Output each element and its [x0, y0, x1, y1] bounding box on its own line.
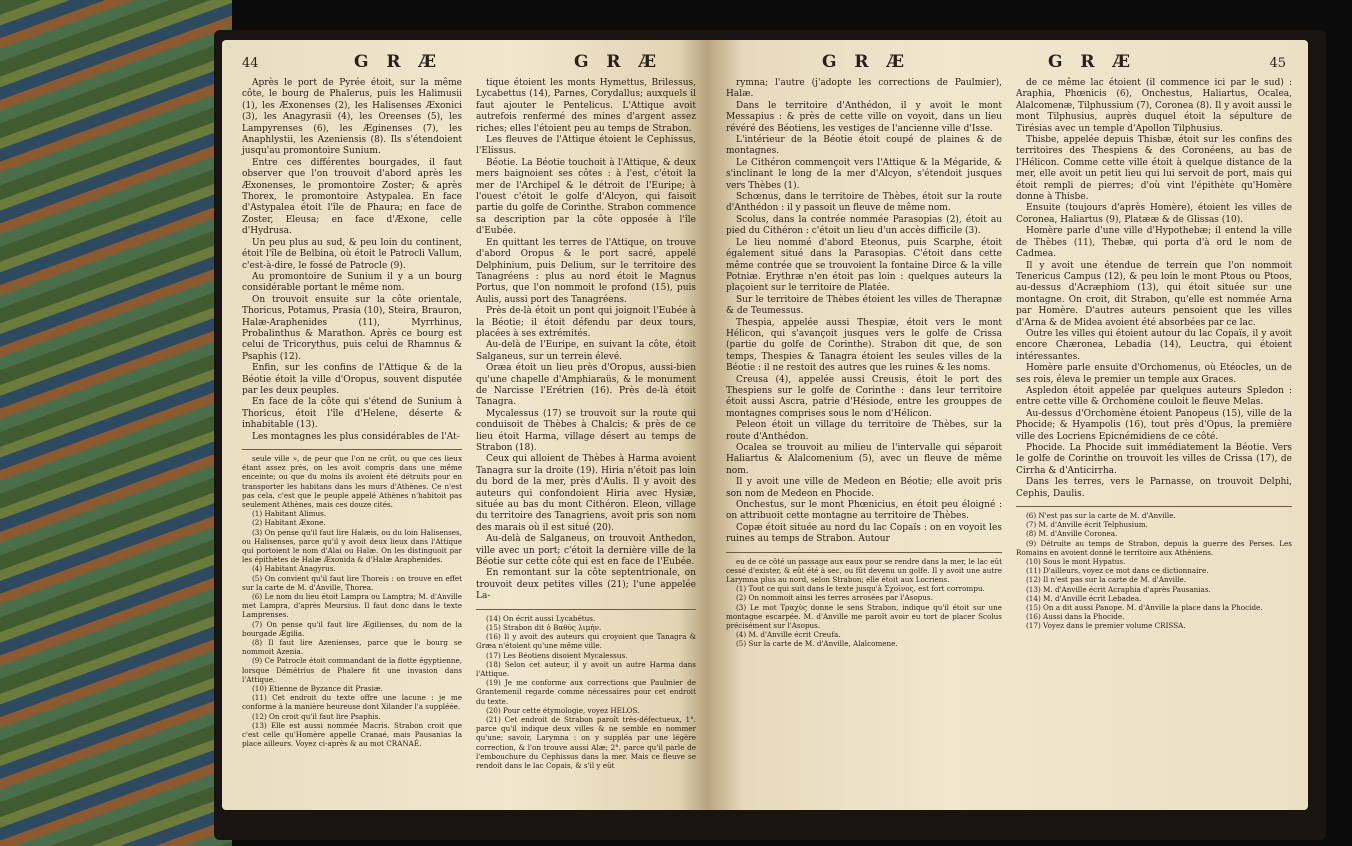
paragraph: Béotie. La Béotie touchoit à l'Attique, & deux mers baignoient ses côtes : à l'est, c'étoit la mer de l'Archipel & le détroit de l'Euripe; à l'ouest c'étoit le golfe d'Alcyon, qui faisoit partie du golfe de Corinthe. Strabon commence sa description par la côte opposée à l'île d'Eubée.	[476, 157, 696, 237]
left-column-1	[242, 78, 462, 770]
paragraph: En quittant les terres de l'Attique, on trouve d'abord Oropus & le port sacré, appelé Delphinium, puis Delium, sur le territoire des Tanagréens : plus au nord étoit le Magnus Portus, que l'on nommoit le profond (15), puis Aulis, aussi port des Tanagréens.	[476, 237, 696, 305]
paragraph: Près de-là étoit un pont qui joignoit l'Eubée à la Béotie; il étoit défendu par deux tours, placées à ses extrémités.	[476, 306, 696, 339]
footnotes	[242, 454, 462, 749]
paragraph: Aspledon étoit appelée par quelques auteurs Spledon : entre cette ville & Orchomène couloit le fleuve Melas.	[1016, 385, 1292, 408]
footnote-rule	[726, 552, 1002, 553]
paragraph: Thisbe, appelée depuis Thisbæ, étoit sur les confins des territoires des Thespiens & des Coronéens, au bas de l'Hélicon. Comme cette ville étoit à quelque distance de la mer, elle avoit un petit lieu qui lui servoit de port, mais qui étoit rempli de pierres; d'où vint l'épithète qu'Homère donne à Thisbe.	[1016, 135, 1292, 203]
footnote: (14) M. d'Anville écrit Lebadea.	[1026, 593, 1142, 603]
footnote: (17) Les Béotiens disoient Mycalessus.	[486, 650, 628, 660]
paragraph: Au promontoire de Sunium il y a un bourg considérable portant le même nom.	[242, 271, 462, 294]
footnote: (20) Pour cette étymologie, voyez HELOS.	[486, 705, 640, 715]
footnote: (10) Sous le mont Hypatus.	[1026, 557, 1126, 567]
paragraph: Schœnus, dans le territoire de Thèbes, étoit sur la route d'Anthédon : il y passoit un fleuve de même nom.	[726, 192, 1002, 214]
footnote: (13) M. d'Anville écrit Acraphia d'après Pausanias.	[1026, 584, 1211, 594]
footnote-rule	[476, 609, 696, 610]
right-page-columns	[726, 78, 1292, 649]
paragraph: Dans les terres, vers le Parnasse, on trouvoit Delphi, Cephis, Daulis.	[1016, 477, 1292, 499]
footnote: (9) Ce Patrocle étoit commandant de la flotte égyptienne, lorsque Démétrius de Phalere fit une invasion dans l'Attique.	[242, 656, 462, 684]
footnote: seule ville », de peur que l'on ne crût, ou que ces lieux étant assez près, on les avoit compris dans une même enceinte; ou que du moins ils avoient été détruits pour en transporter les habitans dans les murs d'Athènes. Ce n'est pas cela, c'est que le peuple appelé Athènes n'habitoit pas seulement Athènes, mais ces douze cités.	[242, 454, 462, 510]
paragraph: Copæ étoit située au nord du lac Copaïs : on en voyoit les ruines au temps de Strabon. Autour	[726, 522, 1002, 545]
footnote: (16) Aussi dans la Phocide.	[1026, 612, 1125, 622]
footnote: (17) Voyez dans le premier volume CRISSA.	[1026, 621, 1186, 631]
paragraph: Ceux qui alloient de Thèbes à Harma avoient Tanagra sur la droite (19). Hiria n'étoit pas loin du bord de la mer, près d'Aulis. Il y avoit des auteurs qui confondoient Hiria avec Hysiæ, située au bas du mont Cithéron. Eleon, village du territoire des Tanagriens, avoit pris son nom des marais où il est situé (20).	[476, 454, 696, 533]
paragraph: Dans le territoire d'Anthédon, il y avoit le mont Messapius : & près de cette ville on voyoit, dans un lieu révéré des Béotiens, les vestiges de l'ancienne ville d'Isse.	[726, 100, 1002, 134]
paragraph: Onchestus, sur le mont Phœnicius, en étoit peu éloigné : on attribuoit cette montagne au territoire de Thèbes.	[726, 500, 1002, 522]
footnote: (6) Le nom du lieu étoit Lampra ou Lamptra; M. d'Anville met Lampra, d'après Meursius. Il faut donc dans le texte Lamprenses.	[242, 592, 462, 620]
page-number: 45	[1269, 56, 1286, 71]
paragraph: Les montagnes les plus considérables de l'At-	[252, 431, 460, 442]
footnote: (1) Tout ce qui suit dans le texte jusqu'à Σχοῖνος, est fort corrompu.	[736, 584, 985, 594]
footnote: (2) Habitant Æxone.	[252, 518, 326, 528]
footnotes	[476, 614, 696, 770]
running-head: G R Æ	[1048, 52, 1137, 72]
footnote: (11) D'ailleurs, voyez ce mot dans ce dictionnaire.	[1026, 566, 1209, 576]
footnotes	[1016, 511, 1292, 631]
paragraph: Il y avoit une étendue de terrein que l'on nommoit Tenericus Campus (12), & peu loin le mont Ptous ou Ptoos, au-dessus d'Acræphiom (13), qui étoit située sur une montagne. On croit, dit Strabon, qu'elle est nommée Arna par Homère. D'autres auteurs pensoient que les villes d'Arna & de Midea avoient été absorbées par ce lac.	[1016, 260, 1292, 328]
paragraph: En face de la côte qui s'étend de Sunium à Thoricus, étoit l'île d'Helene, déserte & inhabitable (13).	[242, 397, 462, 431]
right-column-1	[726, 78, 1002, 649]
left-column-2	[476, 78, 696, 770]
footnote: (15) Strabon dit ὁ Βαθὺς λιμήν.	[486, 622, 602, 632]
paragraph: Creusa (4), appelée aussi Creusis, étoit le port des Thespiens sur le golfe de Corinthe : dans leur territoire étoit aussi Ascra, patrie d'Hésiode, entre les grouppes de montagnes comprises sous le nom d'Hélicon.	[726, 374, 1002, 419]
footnote: (7) M. d'Anville écrit Telphusium.	[1026, 520, 1148, 530]
footnote: (1) Habitant Alimus.	[252, 509, 327, 519]
right-page	[708, 40, 1308, 810]
paragraph: Homère parle ensuite d'Orchomenus, où Etéocles, un de ses rois, éleva le premier un temple aux Graces.	[1016, 363, 1292, 385]
paragraph: Entre ces différentes bourgades, il faut observer que l'on trouvoit d'abord après les Æxonenses, le promontoire Zoster; & après Thorex, le promontoire Astypalea. En face d'Astypalea étoit l'île de Phaura; en face de Zoster, Eleusa; en face d'Æxone, celle d'Hydrusa.	[242, 157, 462, 237]
footnote: (3) On pense qu'il faut lire Halæis, ou du loin Halisenses, ou Halisenses, parce qu'il y avoit deux lieux dans l'Attique qui portoient le nom d'Alai ou Halæ. On les distinguoit par les épithètes de Halæ Æxonida & d'Halæ Araphenides.	[242, 527, 462, 565]
footnote: (6) N'est pas sur la carte de M. d'Anville.	[1026, 511, 1176, 521]
paragraph: Ensuite (toujours d'après Homère), étoient les villes de Coronea, Haliartus (9), Platææ & de Glissas (10).	[1016, 203, 1292, 225]
left-page	[222, 40, 708, 810]
paragraph: Scolus, dans la contrée nommée Parasopias (2), étoit au pied du Cithéron : c'étoit un lieu d'un accès difficile (3).	[726, 214, 1002, 237]
footnote: (14) On écrit aussi Lycabétus.	[486, 613, 596, 623]
footnote: (15) On a dit aussi Panope. M. d'Anville la place dans la Phocide.	[1026, 603, 1263, 613]
paragraph: tique étoient les monts Hymettus, Brilessus, Lycabettus (14), Parnes, Corydallus; auxquels il faut ajouter le Pentelicus. L'Attique avoit autrefois renfermé des mines d'argent assez riches; elles l'étoient peu au temps de Strabon.	[476, 78, 696, 134]
footnote: (5) On convient qu'il faut lire Thoreis : on trouve en effet sur la carte de M. d'Anville, Thorea.	[242, 573, 462, 592]
paragraph: de ce même lac étoient (il commence ici par le sud) : Araphia, Phœnicis (6), Onchestus, Haliartus, Ocalea, Alalcomenæ, Tilphussium (7), Coronea (8). Il y avoit aussi le mont Tilphusius, auprès duquel étoit la sépulture de Tirésias avec un temple d'Apollon Tilphusius.	[1016, 78, 1292, 134]
paragraph: Au-delà de Salganeus, on trouvoit Anthedon, ville avec un port; c'étoit la dernière ville de la Béotie sur cette côte qui est en face de l'Eubée.	[476, 534, 696, 568]
footnote: (4) Habitant Anagyrus.	[252, 564, 336, 574]
column-body	[242, 78, 462, 443]
paragraph: Oræa étoit un lieu près d'Oropus, aussi-bien qu'une chapelle d'Amphiaraüs, & le monument de Narcisse l'Erétrien (16). Près de-là étoit Tanagra.	[476, 363, 696, 408]
footnote: (16) Il y avoit des auteurs qui croyoient que Tanagra & Græa n'étoient qu'une même ville.	[476, 632, 696, 651]
paragraph: On trouvoit ensuite sur la côte orientale, Thoricus, Potamus, Prasia (10), Steira, Brauron, Halæ-Araphenides (11), Myrrhinus, Probalinthus & Marathon. Après ce bourg est celui de Tricorythus, puis celui de Rhamnus & Psaphis (12).	[242, 294, 462, 362]
footnote: (21) Cet endroit de Strabon paroît très-défectueux, 1°. parce qu'il indique deux villes & ne semble en nommer qu'une; savoir, Larymna : on y suppléa par une légère correction, & l'on trouve aussi Alæ; 2°. parce qu'il parle de l'embouchure du Cephissus dans la mer. Mais ce fleuve se rendoit dans le lac Copais, & s'il y eût	[476, 714, 696, 770]
footnote-rule	[242, 449, 462, 450]
paragraph: Thespia, appelée aussi Thespiæ, étoit vers le mont Hélicon, qui s'avançoit jusques vers le golfe de Crissa (partie du golfe de Corinthe). Strabon dit que, de son temps, Thespies & Tanagra étoient les seules villes de la Béotie : il ne restoit des autres que les ruines & les noms.	[726, 317, 1002, 374]
footnote: (2) On nommoit ainsi les terres arrosées par l'Asopus.	[736, 593, 933, 603]
footnote: (12) On croit qu'il faut lire Psaphis.	[252, 711, 381, 721]
footnote: (5) Sur la carte de M. d'Anville, Alalcomene.	[736, 639, 898, 649]
paragraph: L'intérieur de la Béotie étoit coupé de plaines & de montagnes.	[726, 135, 1002, 157]
column-body	[726, 78, 1002, 546]
footnote: (3) Le mot Τραχὺς donne le sens Strabon, indique qu'il étoit sur une montagne escarpée. M. d'Anville me paroît avoir eu tort de placer Scolus précisément sur l'Asopus.	[726, 602, 1002, 631]
paragraph: Le lieu nommé d'abord Eteonus, puis Scarphe, étoit également situé dans la Parasopias. C'étoit dans cette même contrée que se trouvoient la fontaine Dirce & la ville Potniæ. Erythræ n'en étoit pas loin : quelques auteurs la plaçoient sur le territoire de Platée.	[726, 237, 1002, 294]
footnote: (8) M. d'Anville Coronea.	[1026, 529, 1118, 539]
paragraph: rymna; l'autre (j'adopte les corrections de Paulmier), Halæ.	[726, 78, 1002, 100]
footnote: (7) On pense qu'il faut lire Ægilienses, du nom de la bourgade Ægilia.	[242, 619, 462, 638]
footnote: (18) Selon cet auteur, il y avoit un autre Harma dans l'Attique.	[476, 659, 696, 678]
paragraph: Ocalea se trouvoit au milieu de l'intervalle qui séparoit Haliartus & Alalcomenium (5), avec un fleuve de même nom.	[726, 443, 1002, 476]
paragraph: Au-dessus d'Orchomène étoient Panopeus (15), ville de la Phocide; & Hyampolis (16), tout près d'Opus, la première ville des Locriens Epicnémidiens de ce côté.	[1016, 408, 1292, 442]
paragraph: Au-delà de l'Euripe, en suivant la côte, étoit Salganeus, sur un terrein élevé.	[476, 340, 696, 362]
paragraph: Outre les villes qui étoient autour du lac Copaïs, il y avoit encore Chæronea, Lebadia (14), Leuctra, qui étoient intéressantes.	[1016, 328, 1292, 362]
paragraph: Enfin, sur les confins de l'Attique & de la Béotie étoit la ville d'Oropus, souvent disputée par les deux peuples.	[242, 363, 462, 396]
paragraph: Peleon étoit un village du territoire de Thèbes, sur la route d'Anthédon.	[726, 420, 1002, 442]
footnote: (9) Détruite au temps de Strabon, depuis la guerre des Perses. Les Romains en avoient donné le territoire aux Athéniens.	[1016, 538, 1292, 557]
paragraph: Homère parle d'une ville d'Hypothebæ; il entend la ville de Thèbes (11), Thebæ, qui porta d'à ord le nom de Cadmea.	[1016, 226, 1292, 260]
book-spine-background	[0, 0, 232, 846]
footnote-rule	[1016, 506, 1292, 507]
footnote: (12) Il n'est pas sur la carte de M. d'Anville.	[1026, 575, 1187, 585]
paragraph: Après le port de Pyrée étoit, sur la même côte, le bourg de Phalerus, puis les Halimusii (1), les Æxonenses (2), les Halisenses Æxonici (3), les Anagyrasii (4), les Oreenses (5), les Lampyrenses (6), les Æginenses (7), les Anaphlystii, les Azeniensis (8). Ils s'étendoient jusqu'au promontoire Sunium.	[242, 78, 462, 157]
footnote: (8) Il faut lire Azenienses, parce que le bourg se nommoit Azenia.	[242, 638, 462, 657]
paragraph: Les fleuves de l'Attique étoient le Cephissus, l'Elissus.	[476, 135, 696, 157]
footnotes	[726, 557, 1002, 649]
running-head: G R Æ	[574, 52, 663, 72]
footnote: eu de ce côté un passage aux eaux pour se rendre dans la mer, le lac eût cessé d'exister, & eût été à sec, ou fût devenu un golfe. Il y avoit une autre Larymna plus au nord, selon Strabon; elle étoit aux Locriens.	[726, 556, 1002, 585]
right-page-header	[726, 52, 1292, 78]
paragraph: En remontant sur la côte septentrionale, on trouvoit deux petites villes (21); l'une appelée La-	[476, 568, 696, 602]
page-number: 44	[242, 56, 259, 71]
footnote: (4) M. d'Anville écrit Creufa.	[736, 630, 841, 640]
footnote: (10) Etienne de Byzance dit Prasiæ.	[252, 684, 383, 694]
column-body	[476, 78, 696, 603]
column-body	[1016, 78, 1292, 500]
paragraph: Il y avoit une ville de Medeon en Béotie; elle avoit pris son nom de Medeon en Phocide.	[726, 477, 1002, 499]
paragraph: Le Cithéron commençoit vers l'Attique & la Mégaride, & s'inclinant le long de la mer d'Alcyon, s'étendoit jusques vers Thèbes (1).	[726, 157, 1002, 191]
footnote: (11) Cet endroit du texte offre une lacune : je me conforme à la manière heureuse dont Xilander l'a suppléée.	[242, 693, 462, 712]
running-head: G R Æ	[354, 52, 443, 72]
left-page-header	[242, 52, 696, 78]
left-page-columns	[242, 78, 696, 770]
paragraph: Phocide. La Phocide suit immédiatement la Béotie. Vers le golfe de Corinthe on trouvoit les villes de Crissa (17), de Cirrha & d'Anticirrha.	[1016, 443, 1292, 476]
footnote: (13) Elle est aussi nommée Macris. Strabon croit que c'est celle qu'Homère appelle Cranaé, mais Pausanias la place ailleurs. Voyez ci-après & au mot CRANAÉ.	[242, 720, 462, 749]
paragraph: Sur le territoire de Thèbes étoient les villes de Therapnæ & de Teumessus.	[726, 294, 1002, 317]
paragraph: Un peu plus au sud, & peu loin du continent, étoit l'île de Belbina, où étoit le Patrocli Vallum, c'est-à-dire, le fossé de Patrocle (9).	[242, 237, 462, 271]
footnote: (19) Je me conforme aux corrections que Paulmier de Grantemenil regarde comme nécessaires pour cet endroit du texte.	[476, 678, 696, 706]
right-column-2	[1016, 78, 1292, 649]
paragraph: Mycalessus (17) se trouvoit sur la route qui conduisoit de Thèbes à Chalcis; & près de ce lieu étoit Harma, village désert au temps de Strabon (18).	[476, 408, 696, 453]
running-head: G R Æ	[822, 52, 911, 72]
